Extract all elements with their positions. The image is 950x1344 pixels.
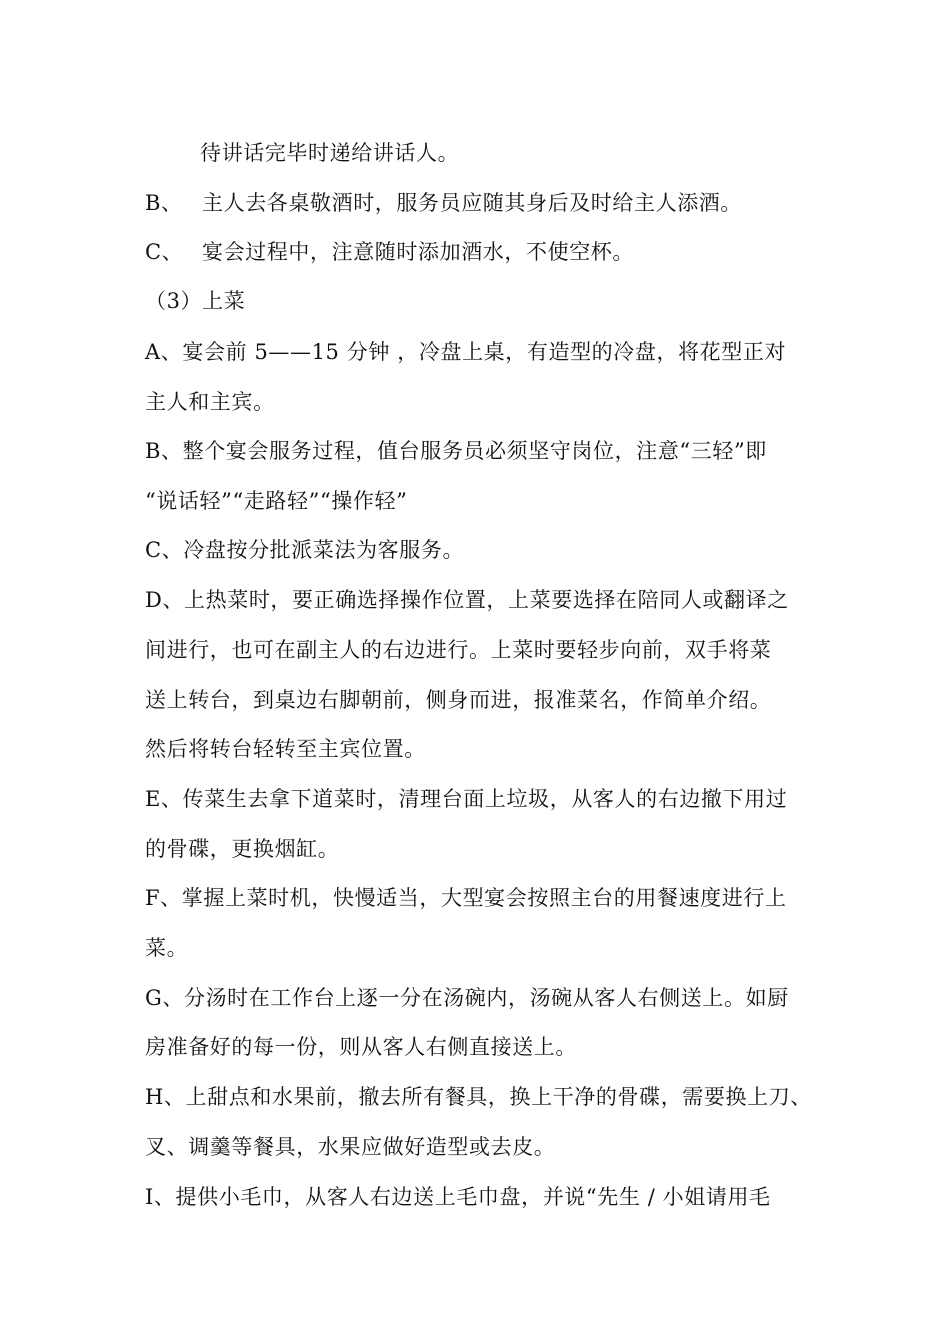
text-line-e: E、传菜生去拿下道菜时，清理台面上垃圾，从客人的右边撤下用过 [145, 787, 788, 811]
text-line-e-cont: 的骨碟，更换烟缸。 [145, 837, 340, 861]
text-line-d-cont-2: 送上转台，到桌边右脚朝前，侧身而进，报准菜名，作简单介绍。 [145, 688, 772, 712]
text-line-g-cont: 房准备好的每一份，则从客人右侧直接送上。 [145, 1035, 577, 1059]
text-line-h-cont: 叉、调羹等餐具，水果应做好造型或去皮。 [145, 1135, 556, 1159]
text-line-c: C、冷盘按分批派菜法为客服务。 [145, 538, 465, 562]
text-line-d-cont-3: 然后将转台轻转至主宾位置。 [145, 737, 426, 761]
item-label-c: C、 [145, 240, 184, 264]
text-line-f-cont: 菜。 [145, 936, 189, 960]
text-line-d-cont-1: 间进行，也可在副主人的右边进行。上菜时要轻步向前，双手将菜 [145, 638, 772, 662]
text-line-a-cont: 主人和主宾。 [145, 390, 275, 414]
item-label-b: B、 [145, 191, 183, 215]
text-line-h: H、上甜点和水果前，撤去所有餐具，换上干净的骨碟，需要换上刀、 [145, 1085, 812, 1109]
item-text-c: 宴会过程中，注意随时添加酒水，不使空杯。 [202, 240, 634, 264]
text-line-f: F、掌握上菜时机，快慢适当，大型宴会按照主台的用餐速度进行上 [145, 886, 787, 910]
text-line-b-serving [145, 188, 845, 218]
text-line-continuation: 待讲话完毕时递给讲话人。 [200, 141, 460, 165]
text-line-b: B、整个宴会服务过程，值台服务员必须坚守岗位，注意“三轻”即 [145, 439, 767, 463]
text-line-b-cont: “说话轻”“走路轻”“操作轻” [145, 489, 408, 513]
text-line-i: I、提供小毛巾，从客人右边送上毛巾盘，并说“先生 / 小姐请用毛 [145, 1185, 771, 1209]
section-heading: （3）上菜 [145, 289, 246, 313]
text-line-g: G、分汤时在工作台上逐一分在汤碗内，汤碗从客人右侧送上。如厨 [145, 986, 789, 1010]
item-text-b: 主人去各桌敬酒时，服务员应随其身后及时给主人添酒。 [202, 191, 742, 215]
text-line-c-serving [145, 237, 845, 267]
text-line-a: A、宴会前 5——15 分钟 ，冷盘上桌，有造型的冷盘，将花型正对 [145, 340, 787, 364]
text-line-d: D、上热菜时，要正确选择操作位置，上菜要选择在陪同人或翻译之 [145, 588, 789, 612]
